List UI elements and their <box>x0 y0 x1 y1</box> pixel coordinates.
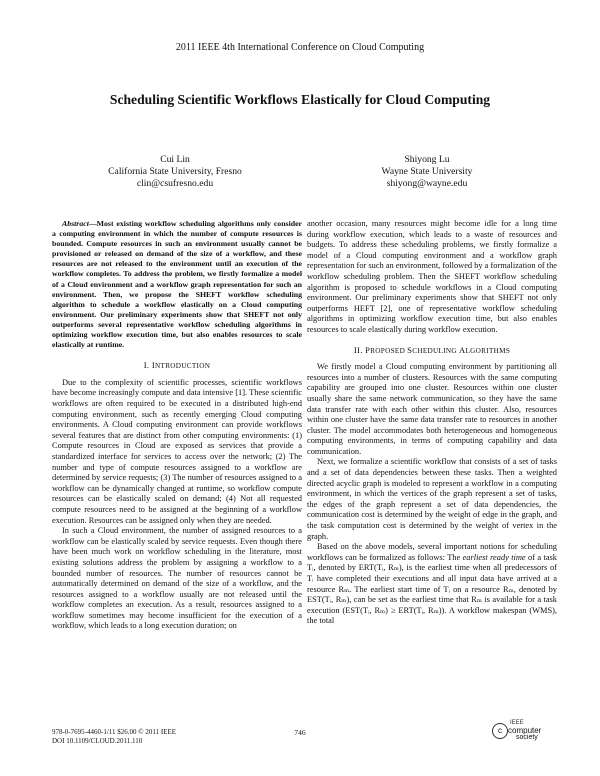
intro-paragraph-2: In such a Cloud environment, the number of assigned resources to a workflow can be elastically scaled by service requests. Even though there have been much work on workflow scheduling in the literature, most existing solutions address the problem by assigning a workflow to a bounded number of resources. The number of resources cannot be automatically determined on demand of the size of a workflow, and the resources assigned to a workflow usually are not released until the workflow completes an execution. As a result, resources assigned to a workflow sometimes may become insufficient for the execution of a workflow, which leads to a long execution duration; on <box>52 526 302 631</box>
left-column <box>52 219 302 632</box>
logo-ieee: IEEE <box>510 720 524 726</box>
intro-paragraph-2-continued: another occasion, many resources might become idle for a long time during workflow execution, which leads to a waste of resources and budgets. To address these scheduling problems, we firstly formalize a model of a Cloud computing environment and a workflow graph representation for such an environment, followed by a formalization of the workflow scheduling problem. Then the SHEFT workflow scheduling algorithm is proposed to schedule workflows in a Cloud computing environment. Our preliminary experiments show that SHEFT not only outperforms HEFT [2], one of representative workflow scheduling algorithms in optimizing workflow execution time, but also enables resources to scale elastically during workflow execution. <box>307 219 558 334</box>
footer-doi: DOI 10.1109/CLOUD.2011.110 <box>52 737 143 745</box>
section-title-first-2: S <box>407 344 413 355</box>
logo-computer: computer <box>508 726 542 735</box>
author-email: clin@csufresno.edu <box>136 178 214 189</box>
proposed-paragraph-3-end: of a task Tᵢ, denoted by ERT(Tᵢ, Rₘ), is the earliest time when all predecessors of Tᵢ have completed their executions and all input data have arrived at a resource Rₘ. The earliest start time of Tᵢ on a resource Rₘ, denoted by EST(Tᵢ, Rₘ), can be set as the earliest time that Rₘ is available for a task execution (EST(Tᵢ, Rₘ) ≥ ERT(Tᵢ, Rₘ)). A workflow makespan (WMS), the total <box>307 552 557 626</box>
term-earliest-ready-time: earliest ready time <box>462 552 526 562</box>
proposed-paragraph-1: We firstly model a Cloud computing environment by partitioning all resources into a number of clusters. Resources with the same computing capability are grouped into one cluster. Resources within one cluster usually share the same network communication, so they have the same data transfer rate with each other within this cluster. Also, resources within one cluster have the same data transfer rate to resources in another cluster. The model accommodates both heterogeneous and homogeneous computing environments, in terms of computing capability and data communication. <box>307 362 557 456</box>
page-number: 746 <box>294 728 306 737</box>
logo-society: society <box>516 734 538 741</box>
section-title-rest-2: CHEDULING <box>412 346 459 355</box>
abstract <box>52 219 302 350</box>
computer-society-icon: c <box>492 723 508 739</box>
section-title-first: P <box>365 344 371 355</box>
section-title-rest-3: LGORITHMS <box>465 346 511 355</box>
section-title-rest: NTRODUCTION <box>155 362 211 371</box>
author-affiliation: Wayne State University <box>381 166 473 177</box>
proposed-paragraph-2: Next, we formalize a scientific workflow that consists of a set of tasks and a set of data dependencies between these tasks. Then a weighted directed acyclic graph is modeled to represent a workflow in a computing environment, in which the vertices of the graph represent a set of tasks, the edges of the graph represent a set of data dependencies, the communication cost is determined by the weight of edge in the graph, and the task computation cost is determined by the weight of vertex in the graph. <box>307 457 557 541</box>
section-heading-proposed <box>307 345 557 357</box>
author-name: Cui Lin <box>160 154 190 165</box>
proposed-paragraph-3-start: Based on the above models, several important notions for scheduling workflows can be formalized as follows: The <box>307 542 557 562</box>
footer-isbn: 978-0-7695-4460-1/11 $26.00 © 2011 IEEE <box>52 728 176 736</box>
intro-paragraph-1: Due to the complexity of scientific processes, scientific workflows have become increasingly compute and data intensive [1]. These scientific workflows are often required to be executed in a distributed high-end computing environment, such as recently emerging Cloud computing environments. A Cloud computing environment can provide workflows several features that are distinct from other computing environments: (1) Compute resources in Cloud are exposed as services that provide a standardized interface for services to access over the network; (2) The number and type of compute resources assigned to a workflow are determined by service requests; (3) The number of resources assigned to a workflow can be dynamically changed at runtime, so workflow compute resources can be elastically scaled on demand; (4) Not all requested compute resources need to be assigned at the beginning of a workflow execution. Resources can be assigned only when they are needed. <box>52 377 302 525</box>
conference-header: 2011 IEEE 4th International Conference on Cloud Computing <box>175 42 425 53</box>
author-email: shiyong@wayne.edu <box>386 178 468 189</box>
computer-society-logo <box>490 720 550 746</box>
author-block-2 <box>312 154 542 190</box>
abstract-label: Abstract <box>62 219 89 228</box>
author-name: Shiyong Lu <box>404 154 450 165</box>
paper-title: Scheduling Scientific Workflows Elastically for Cloud Computing <box>109 92 491 107</box>
author-affiliation: California State University, Fresno <box>108 166 242 177</box>
section-number: II. <box>353 344 363 355</box>
section-number: I. <box>143 360 150 371</box>
proposed-paragraph-3 <box>307 542 557 627</box>
right-column <box>307 219 557 627</box>
author-block-1 <box>60 154 290 190</box>
section-title-rest: ROPOSED <box>370 346 408 355</box>
abstract-text: —Most existing workflow scheduling algorithms only consider a computing environment in which the number of compute resources is bounded. Compute resources in such an environment usually cannot be provisioned or released on demand of the size of a workflow, and these resources are not released to the environment until an execution of the workflow completes. To address the problem, we firstly formalize a model of a Cloud environment and a workflow graph representation for such an environment. Then, we propose the SHEFT workflow scheduling algorithm to schedule a workflow elastically on a Cloud computing environment. Our preliminary experiments show that SHEFT not only outperforms several representative workflow scheduling algorithms in optimizing workflow execution time, but also enables resources to scale elastically at runtime. <box>52 219 302 350</box>
section-title-first-3: A <box>458 344 466 355</box>
section-heading-introduction <box>52 360 302 372</box>
section-title-first: I <box>151 360 156 371</box>
